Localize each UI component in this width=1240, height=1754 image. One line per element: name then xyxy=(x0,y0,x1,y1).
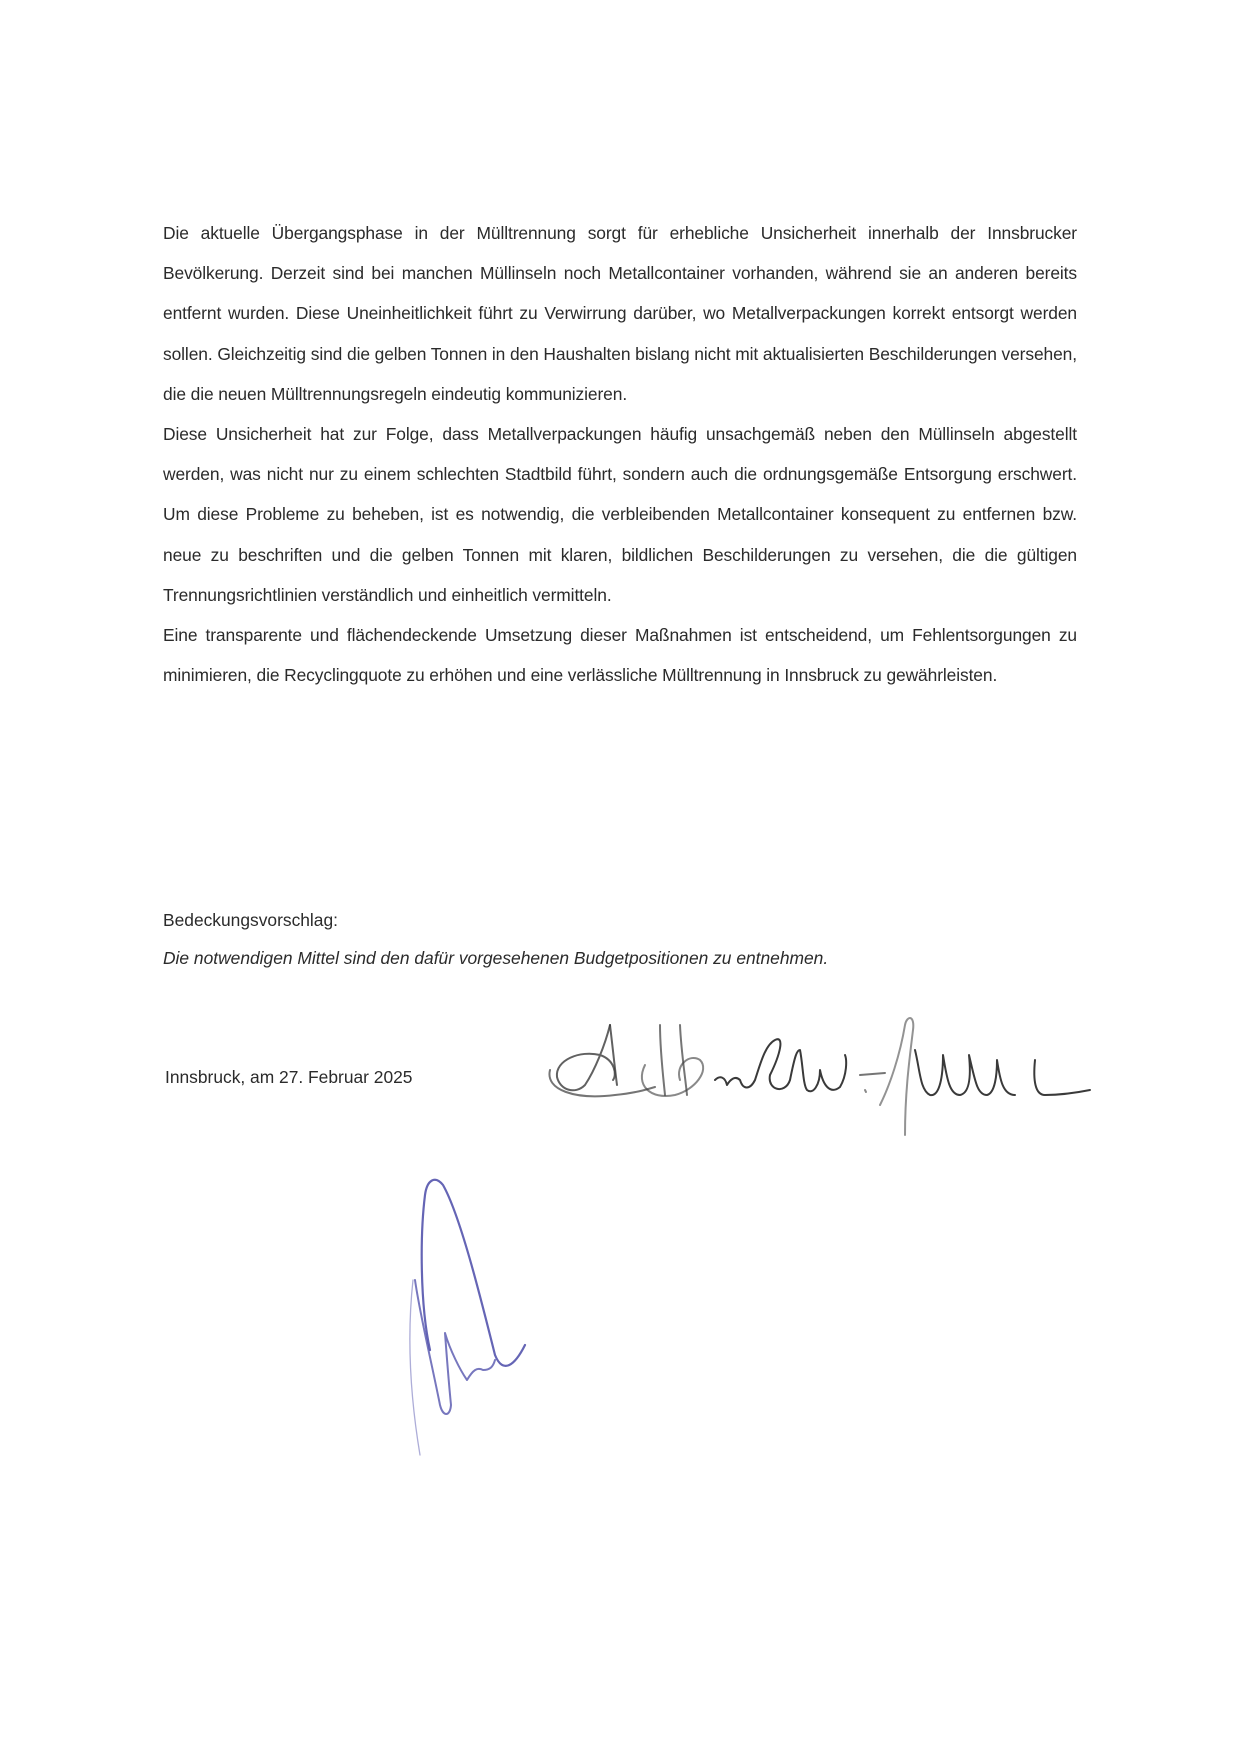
signature-stroke xyxy=(660,1025,665,1095)
signature-stroke xyxy=(410,1280,420,1455)
coverage-label: Bedeckungsvorschlag: xyxy=(163,910,338,930)
paragraph-2: Diese Unsicherheit hat zur Folge, dass Metallverpackungen häufig unsachgemäß neben den Müllinseln abgestellt werden, was nicht nur zu einem schlechten Stadtbild führt, sondern auch die ordnungsgemäße Entsorgung erschwert. Um diese Probleme zu beheben, ist es notwendig, die verbleibenden Metallcontainer konsequent zu entfernen bzw. neue zu beschriften und die gelben Tonnen mit klaren, bildlichen Beschilderungen zu versehen, die die gültigen Trennungsrichtlinien verständlich und einheitlich vermitteln. xyxy=(163,424,1077,605)
signature-stroke xyxy=(1034,1060,1090,1095)
signature-stroke xyxy=(860,1073,885,1075)
body-text xyxy=(163,213,1077,695)
signature-stroke xyxy=(422,1180,525,1366)
paragraph-1: Die aktuelle Übergangsphase in der Mülltrennung sorgt für erhebliche Unsicherheit innerhalb der Innsbrucker Bevölkerung. Derzeit sind bei manchen Müllinseln noch Metallcontainer vorhanden, während sie an anderen bereits entfernt wurden. Diese Uneinheitlichkeit führt zu Verwirrung darüber, wo Metallverpackungen korrekt entsorgt werden sollen. Gleichzeitig sind die gelben Tonnen in den Haushalten bislang nicht mit aktualisierten Beschilderungen versehen, die die neuen Mülltrennungsregeln eindeutig kommunizieren. xyxy=(163,223,1077,404)
signature-stroke xyxy=(610,1025,617,1085)
paragraph-3: Eine transparente und flächendeckende Umsetzung dieser Maßnahmen ist entscheidend, um Fehlentsorgungen zu minimieren, die Recyclingquote zu erhöhen und eine verlässliche Mülltrennung in Innsbruck zu gewährleisten. xyxy=(163,625,1077,686)
signature-blue xyxy=(385,1155,535,1465)
signature-stroke xyxy=(865,1090,866,1092)
signature-stroke xyxy=(549,1070,655,1096)
signature-stroke xyxy=(415,1280,495,1414)
signature-stroke xyxy=(642,1058,703,1096)
signature-stroke xyxy=(557,1025,615,1090)
signature-stroke xyxy=(880,1018,913,1135)
signature-stroke xyxy=(715,1039,846,1091)
coverage-text: Die notwendigen Mittel sind den dafür vorgesehenen Budgetpositionen zu entnehmen. xyxy=(163,948,829,968)
place-date: Innsbruck, am 27. Februar 2025 xyxy=(165,1067,413,1087)
signature-grey xyxy=(535,995,1110,1145)
signature-stroke xyxy=(915,1050,1015,1095)
